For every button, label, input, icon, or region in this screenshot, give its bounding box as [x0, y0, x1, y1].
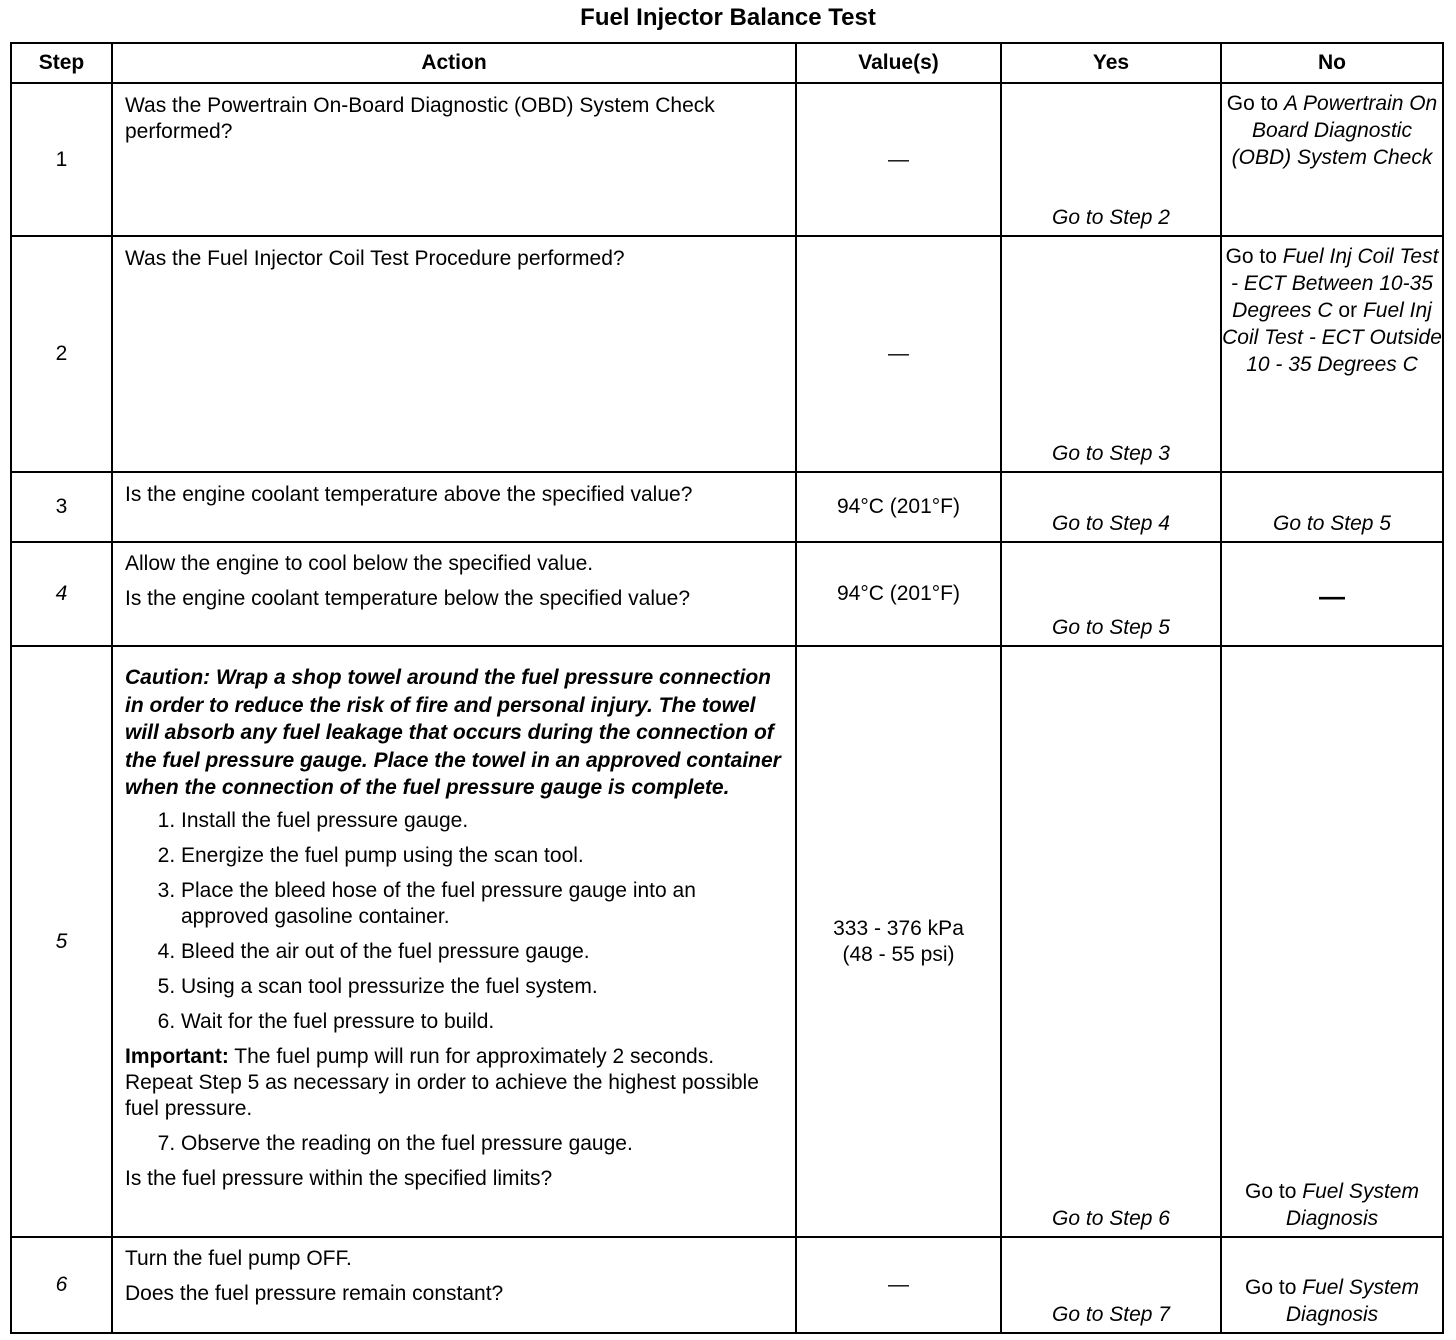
step-number: 2	[11, 236, 112, 472]
header-step: Step	[11, 43, 112, 83]
no-cell	[1221, 236, 1443, 472]
value-text: 94°C (201°F)	[796, 472, 1001, 542]
value-text: 94°C (201°F)	[796, 542, 1001, 646]
action-text	[112, 472, 796, 542]
important-note	[125, 1044, 785, 1122]
value-psi: (48 - 55 psi)	[842, 942, 955, 966]
value-cell	[796, 646, 1001, 1237]
action-question: Does the fuel pressure remain constant?	[125, 1282, 504, 1305]
table-row	[11, 236, 1443, 472]
yes-link[interactable]: Go to Step 2	[1001, 83, 1221, 236]
no-prefix: Go to	[1245, 1276, 1297, 1299]
no-cell	[1221, 1237, 1443, 1333]
procedure-list	[125, 808, 785, 1035]
table-row	[11, 1237, 1443, 1333]
yes-link[interactable]: Go to Step 3	[1001, 236, 1221, 472]
value-cell	[796, 83, 1001, 236]
header-no: No	[1221, 43, 1443, 83]
action-question: Is the engine coolant temperature below the specified value?	[125, 587, 691, 610]
yes-link[interactable]: Go to Step 5	[1001, 542, 1221, 646]
step-number: 3	[11, 472, 112, 542]
header-values: Value(s)	[796, 43, 1001, 83]
no-link[interactable]: Fuel System Diagnosis	[1285, 1180, 1419, 1230]
no-cell	[1221, 646, 1443, 1237]
caution-note: Caution: Wrap a shop towel around the fuel pressure connection in order to reduce the risk of fire and personal injury. The towel will absorb any fuel leakage that occurs during the connection of the fuel pressure gauge. Place the towel in an approved container when the connection of the fuel pressure gauge is complete.	[125, 666, 781, 799]
no-link[interactable]: Fuel Inj Coil Test - ECT Outside 10 - 35 Degrees C	[1222, 299, 1442, 376]
action-text	[112, 1237, 796, 1333]
no-cell	[1221, 83, 1443, 236]
header-row	[11, 43, 1443, 83]
procedure-list	[125, 1131, 785, 1157]
procedure-step: 4. Bleed the air out of the fuel pressure gauge.	[181, 939, 785, 965]
step-number: 4	[11, 542, 112, 646]
yes-link[interactable]: Go to Step 6	[1001, 646, 1221, 1237]
no-or: or	[1338, 299, 1358, 322]
value-text: —	[888, 147, 909, 171]
table-row	[11, 83, 1443, 236]
no-cell	[1221, 542, 1443, 646]
no-link[interactable]: Fuel System Diagnosis	[1285, 1276, 1419, 1326]
action-question: Was the Fuel Injector Coil Test Procedure performed?	[125, 247, 625, 270]
value-text: —	[888, 342, 909, 365]
action-text	[112, 236, 796, 472]
important-text: The fuel pump will run for approximately 2 seconds. Repeat Step 5 as necessary in order to achieve the highest possible fuel pressure.	[125, 1044, 759, 1120]
table-row	[11, 472, 1443, 542]
no-link[interactable]: Fuel Inj Coil Test - ECT Between 10-35 Degrees C	[1231, 245, 1439, 322]
action-instruction: Allow the engine to cool below the specified value.	[125, 552, 594, 575]
table-row	[11, 646, 1443, 1237]
action-question: Is the fuel pressure within the specified limits?	[125, 1166, 553, 1190]
procedure-step: 7. Observe the reading on the fuel pressure gauge.	[181, 1131, 785, 1157]
value-cell	[796, 1237, 1001, 1333]
value-kpa: 333 - 376 kPa	[833, 916, 964, 940]
action-text	[112, 83, 796, 236]
no-prefix: Go to	[1226, 92, 1279, 115]
action-text	[112, 646, 796, 1237]
important-label: Important:	[125, 1044, 229, 1068]
value-text: —	[888, 1273, 909, 1296]
no-prefix: Go to	[1245, 1180, 1297, 1203]
value-cell	[796, 236, 1001, 472]
no-prefix: Go to	[1225, 245, 1277, 268]
procedure-step: 2. Energize the fuel pump using the scan tool.	[181, 843, 785, 869]
yes-link[interactable]: Go to Step 7	[1001, 1237, 1221, 1333]
step-number: 5	[11, 646, 112, 1237]
table-row	[11, 542, 1443, 646]
no-link[interactable]: A Powertrain On Board Diagnostic (OBD) System Check	[1231, 92, 1438, 169]
action-text	[112, 542, 796, 646]
action-question: Was the Powertrain On-Board Diagnostic (OBD) System Check performed?	[125, 94, 715, 143]
no-link[interactable]: Go to Step 5	[1221, 472, 1443, 542]
diagnostic-table	[10, 42, 1444, 1334]
header-yes: Yes	[1001, 43, 1221, 83]
header-action: Action	[112, 43, 796, 83]
procedure-step: 3. Place the bleed hose of the fuel pressure gauge into an approved gasoline container.	[181, 878, 785, 930]
step-number: 6	[11, 1237, 112, 1333]
no-text: —	[1319, 580, 1345, 611]
action-question: Is the engine coolant temperature above the specified value?	[125, 483, 693, 506]
procedure-step: 5. Using a scan tool pressurize the fuel system.	[181, 974, 785, 1000]
procedure-step: 1. Install the fuel pressure gauge.	[181, 808, 785, 834]
page-title: Fuel Injector Balance Test	[580, 4, 876, 31]
yes-link[interactable]: Go to Step 4	[1001, 472, 1221, 542]
step-number: 1	[11, 83, 112, 236]
action-instruction: Turn the fuel pump OFF.	[125, 1247, 352, 1270]
procedure-step: 6. Wait for the fuel pressure to build.	[181, 1009, 785, 1035]
